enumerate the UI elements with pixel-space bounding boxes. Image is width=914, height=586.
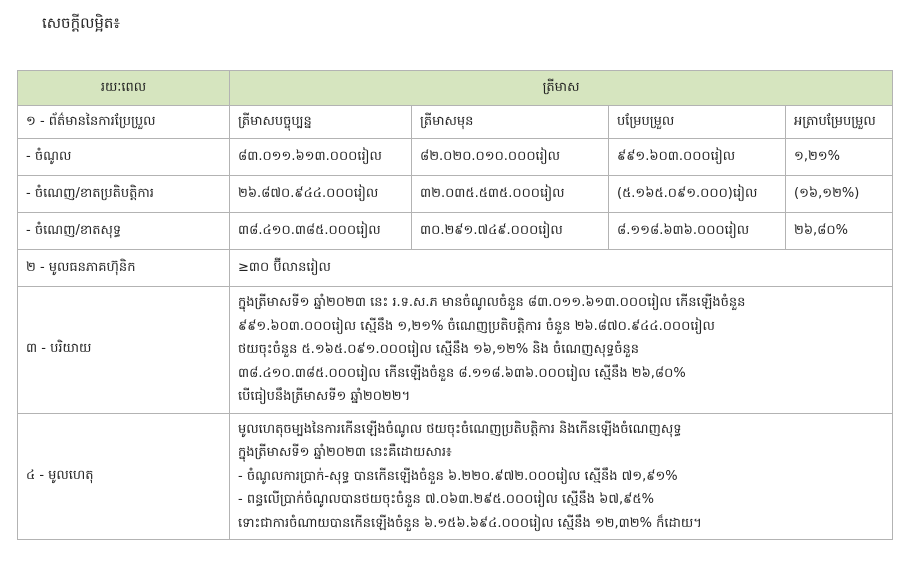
reason-line: មូលហេតុចម្បងនៃការកើនឡើងចំណូល ថយចុះចំណេញប្រតិបត្តិការ និងកើនឡើងចំណេញសុទ្ធ	[238, 421, 682, 437]
header-quarter: ត្រីមាស	[230, 71, 893, 106]
table-row	[18, 213, 893, 250]
row-label-operating-profit: - ចំណេញ/ខាតប្រតិបត្តិការ	[18, 176, 230, 213]
table-row	[18, 413, 893, 540]
subheader-label: ១ - ព័ត៌មាននៃការប្រែប្រួល	[18, 106, 230, 139]
table-cell: ១,២១%	[786, 139, 893, 176]
row-label-revenue: - ចំណូល	[18, 139, 230, 176]
explanation-line: ៣៨.៤១០.៣៨៥.០០០រៀល កើនឡើងចំនួន ៨.១១៨.៦៣៦.០០០រៀល ស្មើនឹង ២៦,៨០%	[238, 365, 686, 381]
col-current-quarter: ត្រីមាសបច្ចុប្បន្ន	[230, 106, 412, 139]
explanation-line: ក្នុងត្រីមាសទី១ ឆ្នាំ២០២៣ នេះ រ.ទ.ស.ភ មានចំណូលចំនួន ៨៣.០១១.៦១៣.០០០រៀល កើនឡើងចំនួន	[238, 295, 746, 310]
explanation-line: ៩៩១.៦០៣.០០០រៀល ស្មើនឹង ១,២១% ចំណេញប្រតិបត្តិការ ចំនួន ២៦.៨៧០.៩៤៤.០០០រៀល	[238, 318, 715, 334]
row-label-capital: ២ - មូលធនភាគហ៊ុនិក	[18, 250, 230, 287]
reason-line: ទោះជាការចំណាយបានកើនឡើងចំនួន ៦.១៥៦.៦៩៤.០០០រៀល ស្មើនឹង ១២,៣២% ក៏ដោយ។	[238, 515, 702, 531]
section-heading: សេចក្តីលម្អិត៖	[42, 14, 121, 32]
col-change-rate: អត្រាបម្រែបម្រួល	[786, 106, 893, 139]
row-label-reason: ៤ - មូលហេតុ	[18, 413, 230, 540]
table-row	[18, 139, 893, 176]
table-cell: ៣៨.៤១០.៣៨៥.០០០រៀល	[230, 213, 412, 250]
table-cell: ៣០.២៩១.៧៤៩.០០០រៀល	[412, 213, 609, 250]
table-cell: ២៦.៨៧០.៩៤៤.០០០រៀល	[230, 176, 412, 213]
table-row	[18, 287, 893, 414]
table-cell: (៥.១៦៥.០៩១.០០០)រៀល	[609, 176, 786, 213]
table-cell: ៨៣.០១១.៦១៣.០០០រៀល	[230, 139, 412, 176]
table-cell: (១៦,១២%)	[786, 176, 893, 213]
reason-line: ក្នុងត្រីមាសទី១ ឆ្នាំ២០២៣ នេះគឺដោយសារ៖	[238, 445, 452, 460]
explanation-line: ថយចុះចំនួន ៥.១៦៥.០៩១.០០០រៀល ស្មើនឹង ១៦,១២% និង ចំណេញសុទ្ធចំនួន	[238, 342, 639, 357]
explanation-text	[230, 287, 893, 414]
capital-value: ≥៣០ ប៊ីលានរៀល	[230, 250, 893, 287]
col-change: បម្រែបម្រួល	[609, 106, 786, 139]
table-cell: ២៦,៨០%	[786, 213, 893, 250]
row-label-net-profit: - ចំណេញ/ខាតសុទ្ធ	[18, 213, 230, 250]
table-subheader-row	[18, 106, 893, 139]
reason-text	[230, 413, 893, 540]
table-cell: ៨.១១៨.៦៣៦.០០០រៀល	[609, 213, 786, 250]
table-row	[18, 176, 893, 213]
table-row	[18, 250, 893, 287]
table-cell: ៣២.០៣៥.៥៣៥.០០០រៀល	[412, 176, 609, 213]
row-label-explanation: ៣ - បរិយាយ	[18, 287, 230, 414]
reason-line: - ចំណូលការប្រាក់-សុទ្ធ បានកើនឡើងចំនួន ៦.២២០.៩៧២.០០០រៀល ស្មើនឹង ៧១,៩១%	[238, 468, 678, 484]
table-cell: ៨២.០២០.០១០.០០០រៀល	[412, 139, 609, 176]
table-cell: ៩៩១.៦០៣.០០០រៀល	[609, 139, 786, 176]
col-previous-quarter: ត្រីមាសមុន	[412, 106, 609, 139]
reason-line: - ពន្ធលើប្រាក់ចំណូលបានថយចុះចំនួន ៧.០៦៣.២៩៥.០០០រៀល ស្មើនឹង ៦៧,៩៥%	[238, 492, 654, 507]
financial-table	[17, 70, 893, 540]
header-period: រយៈពេល	[18, 71, 230, 106]
table-header-row	[18, 71, 893, 106]
explanation-line: បើធៀបនឹងត្រីមាសទី១ ឆ្នាំ២០២២។	[238, 389, 411, 404]
